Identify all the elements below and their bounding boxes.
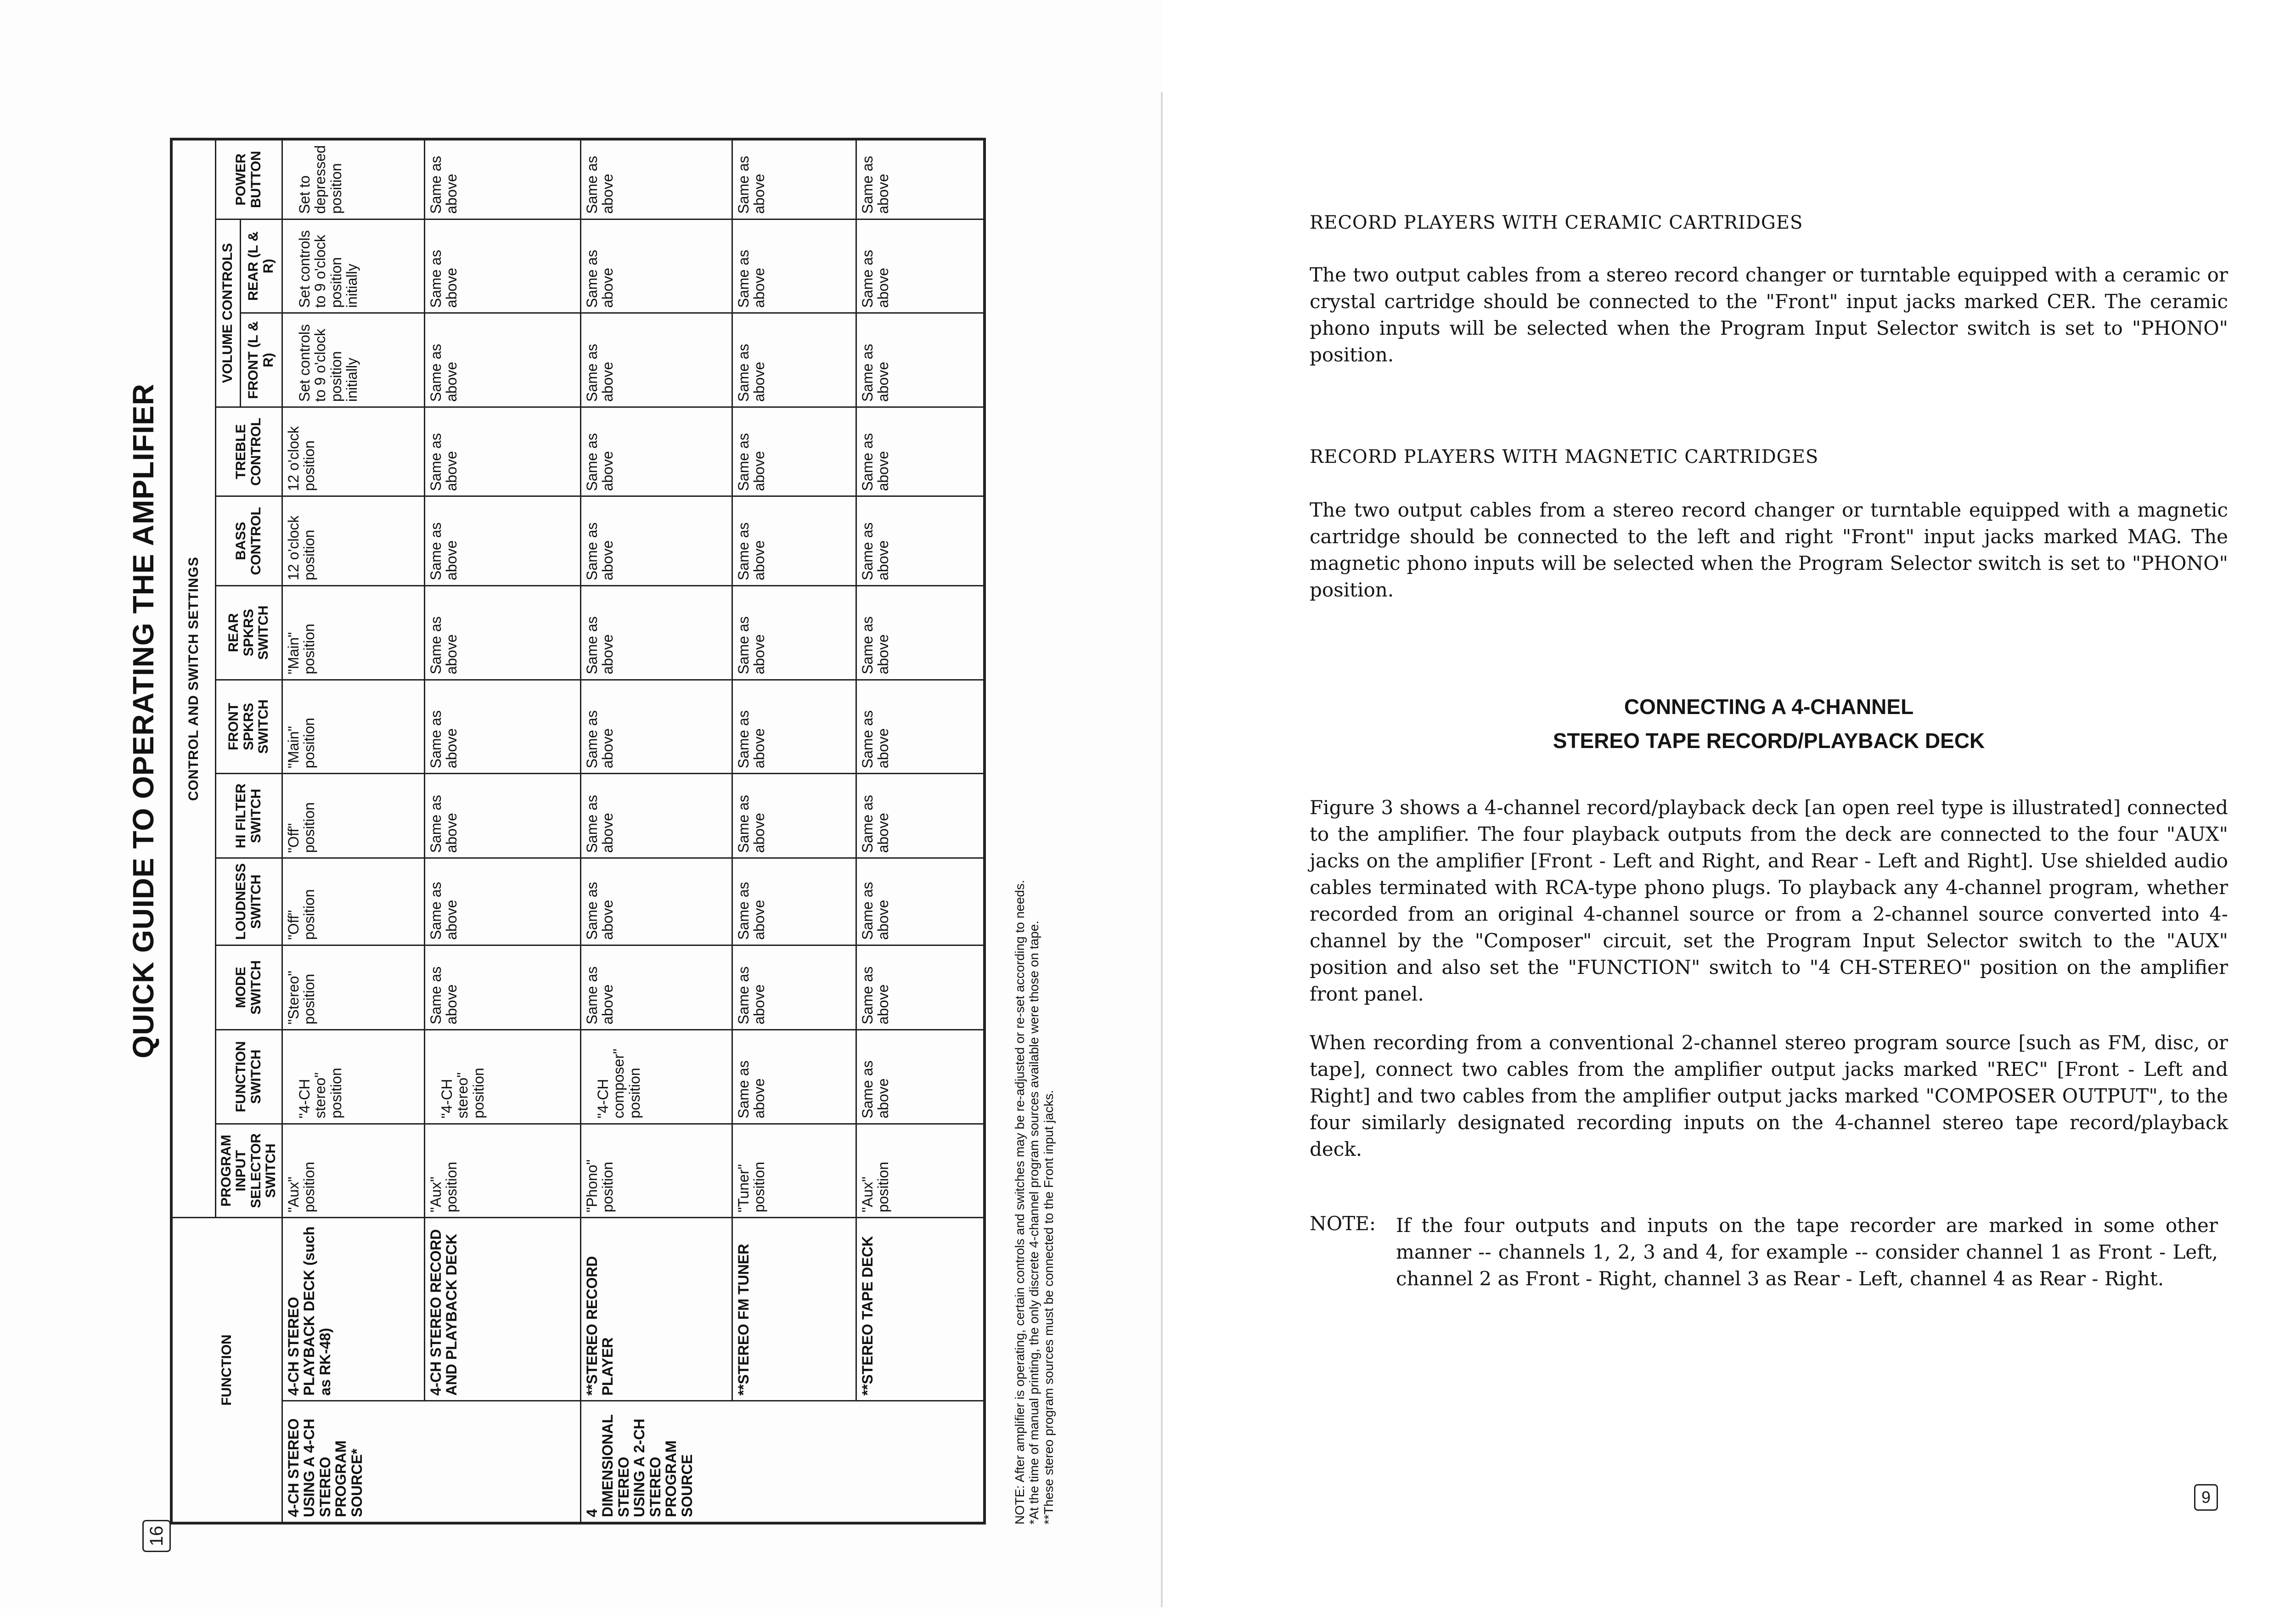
treble-cell: Same as above bbox=[732, 407, 856, 496]
treble-cell: 12 o'clock position bbox=[282, 407, 424, 496]
loudness-cell: "Off" position bbox=[282, 858, 424, 945]
power-cell: Same as above bbox=[580, 139, 732, 219]
tape-deck-paragraph-2: When recording from a conventional 2-channel stereo program source [such as FM, disc, or tape], connect two cables from the amplifier output jacks marked "REC" [Front - Left and Right] and two cables from the amplifier output jacks marked "COMPOSER OUTPUT", to the four similarly designated recording inputs on the 4-channel stereo tape record/playback deck. bbox=[1310, 1031, 2228, 1160]
program-cell: "Aux" position bbox=[424, 1124, 580, 1218]
ceramic-heading: RECORD PLAYERS WITH CERAMIC CARTRIDGES bbox=[1310, 212, 1803, 233]
power-cell: Same as above bbox=[424, 139, 580, 219]
volume-rear-cell: Same as above bbox=[732, 219, 856, 313]
loudness-cell: Same as above bbox=[424, 858, 580, 945]
power-cell: Set to depressed position bbox=[282, 139, 424, 219]
volume-front-cell: Same as above bbox=[424, 313, 580, 407]
rear-spkrs-cell: "Main" position bbox=[282, 585, 424, 680]
note-text: If the four outputs and inputs on the tape recorder are marked in some other manner -- channels 1, 2, 3 and 4, for example -- consider channel 1 as Front - Left, channel 2 as Front - Right, channel 3 as Rear - Left, channel 4 as Rear - Right. bbox=[1396, 1214, 2218, 1290]
note-line: *At the time of manual printing, the only discrete 4-channel program sources available were those on tape. bbox=[1027, 920, 1041, 1525]
col-function-switch: FUNCTION SWITCH bbox=[216, 1030, 282, 1124]
col-treble-control: TREBLE CONTROL bbox=[216, 407, 282, 496]
tape-deck-paragraph-1: Figure 3 shows a 4-channel record/playback deck [an open reel type is illustrated] connected to the amplifier. The four playback outputs from the deck are connected to the four "AUX" jacks on the amplifier [Front - Left and Right, and Rear - Left and Right]. Use shielded audio cables terminated with RCA-type phono plugs. To playback any 4-channel program, whether recorded from an original 4-channel source or from a 2-channel source converted into 4-channel by the "Composer" circuit, set the Program Input Selector switch to the "AUX" position and also set the "FUNCTION" switch to "4 CH-STEREO" position on the amplifier front panel. bbox=[1310, 796, 2228, 1005]
mode-cell: Same as above bbox=[856, 945, 985, 1030]
hi-filter-cell: Same as above bbox=[856, 774, 985, 858]
table-row bbox=[856, 139, 985, 1523]
function-switch-cell: "4-CH stereo" position bbox=[424, 1030, 580, 1124]
col-program-input: PROGRAM INPUT SELECTOR SWITCH bbox=[216, 1124, 282, 1218]
col-mode-switch: MODE SWITCH bbox=[216, 945, 282, 1030]
category-4ch-stereo: 4-CH STEREO USING A 4-CH STEREO PROGRAM SOURCE* bbox=[282, 1401, 580, 1523]
col-volume-controls: VOLUME CONTROLS bbox=[216, 219, 241, 407]
volume-rear-cell: Same as above bbox=[856, 219, 985, 313]
function-switch-cell: Same as above bbox=[732, 1030, 856, 1124]
volume-rear-cell: Set controls to 9 o'clock position initially bbox=[282, 219, 424, 313]
col-rear-spkrs-switch: REAR SPKRS SWITCH bbox=[216, 585, 282, 680]
volume-front-cell: Same as above bbox=[856, 313, 985, 407]
rear-spkrs-cell: Same as above bbox=[424, 585, 580, 680]
col-bass-control: BASS CONTROL bbox=[216, 496, 282, 585]
category-4d-stereo: 4 DIMENSIONAL STEREO USING A 2-CH STEREO PROGRAM SOURCE bbox=[580, 1401, 985, 1523]
right-page-number: 9 bbox=[2194, 1484, 2218, 1511]
table-row bbox=[732, 139, 856, 1523]
note-line: **These stereo program sources must be connected to the Front input jacks. bbox=[1041, 1090, 1056, 1525]
section-heading-line1: CONNECTING A 4-CHANNEL bbox=[1624, 695, 1914, 719]
col-power-button: POWER BUTTON bbox=[216, 139, 282, 219]
table-row bbox=[424, 139, 580, 1523]
col-hi-filter-switch: HI FILTER SWITCH bbox=[216, 774, 282, 858]
volume-rear-cell: Same as above bbox=[580, 219, 732, 313]
table-row bbox=[282, 139, 424, 1523]
program-cell: "Aux" position bbox=[282, 1124, 424, 1218]
function-switch-cell: "4-CH stereo" position bbox=[282, 1030, 424, 1124]
treble-cell: Same as above bbox=[424, 407, 580, 496]
volume-front-cell: Same as above bbox=[580, 313, 732, 407]
bass-cell: Same as above bbox=[856, 496, 985, 585]
front-spkrs-cell: Same as above bbox=[732, 680, 856, 774]
volume-front-cell: Set controls to 9 o'clock position initially bbox=[282, 313, 424, 407]
col-volume-rear: REAR (L & R) bbox=[240, 219, 282, 313]
magnetic-heading: RECORD PLAYERS WITH MAGNETIC CARTRIDGES bbox=[1310, 446, 1819, 467]
power-cell: Same as above bbox=[856, 139, 985, 219]
rear-spkrs-cell: Same as above bbox=[856, 585, 985, 680]
function-switch-cell: Same as above bbox=[856, 1030, 985, 1124]
program-cell: "Phono" position bbox=[580, 1124, 732, 1218]
col-loudness-switch: LOUDNESS SWITCH bbox=[216, 858, 282, 945]
treble-cell: Same as above bbox=[856, 407, 985, 496]
quick-guide-rotated bbox=[115, 133, 1056, 1557]
function-cell: 4-CH STEREO RECORD AND PLAYBACK DECK bbox=[424, 1218, 580, 1401]
front-spkrs-cell: "Main" position bbox=[282, 680, 424, 774]
loudness-cell: Same as above bbox=[732, 858, 856, 945]
note-label: NOTE: bbox=[1310, 1212, 1376, 1235]
hi-filter-cell: Same as above bbox=[424, 774, 580, 858]
mode-cell: Same as above bbox=[424, 945, 580, 1030]
table-notes bbox=[1013, 193, 1056, 1525]
program-cell: "Tuner" position bbox=[732, 1124, 856, 1218]
quick-guide-table bbox=[170, 138, 986, 1525]
bass-cell: Same as above bbox=[424, 496, 580, 585]
page-gutter bbox=[1161, 92, 1163, 1607]
rear-spkrs-cell: Same as above bbox=[732, 585, 856, 680]
mode-cell: "Stereo" position bbox=[282, 945, 424, 1030]
hi-filter-cell: "Off" position bbox=[282, 774, 424, 858]
guide-title: QUICK GUIDE TO OPERATING THE AMPLIFIER bbox=[127, 383, 160, 1058]
bass-cell: Same as above bbox=[732, 496, 856, 585]
bass-cell: 12 o'clock position bbox=[282, 496, 424, 585]
volume-front-cell: Same as above bbox=[732, 313, 856, 407]
treble-cell: Same as above bbox=[580, 407, 732, 496]
hi-filter-cell: Same as above bbox=[732, 774, 856, 858]
function-cell: **STEREO RECORD PLAYER bbox=[580, 1218, 732, 1401]
front-spkrs-cell: Same as above bbox=[580, 680, 732, 774]
loudness-cell: Same as above bbox=[856, 858, 985, 945]
ceramic-text: The two output cables from a stereo record changer or turntable equipped with a ceramic or crystal cartridge should be connected to the "Front" input jacks marked CER. The ceramic phono inputs will be selected when the Program Input Selector switch is set to "PHONO" position. bbox=[1310, 264, 2228, 366]
function-cell: **STEREO TAPE DECK bbox=[856, 1218, 985, 1401]
table-header-row-1 bbox=[171, 139, 216, 1523]
magnetic-text: The two output cables from a stereo record changer or turntable equipped with a magnetic cartridge should be connected to the left and right "Front" input jacks marked MAG. The magnetic phono inputs will be selected when the Program Selector switch is set to "PHONO" position. bbox=[1310, 499, 2228, 601]
program-cell: "Aux" position bbox=[856, 1124, 985, 1218]
loudness-cell: Same as above bbox=[580, 858, 732, 945]
volume-rear-cell: Same as above bbox=[424, 219, 580, 313]
hi-filter-cell: Same as above bbox=[580, 774, 732, 858]
rear-spkrs-cell: Same as above bbox=[580, 585, 732, 680]
col-front-spkrs-switch: FRONT SPKRS SWITCH bbox=[216, 680, 282, 774]
section-heading-line2: STEREO TAPE RECORD/PLAYBACK DECK bbox=[1553, 729, 1985, 753]
left-page-number: 16 bbox=[142, 1520, 171, 1552]
mode-cell: Same as above bbox=[732, 945, 856, 1030]
control-switch-header: CONTROL AND SWITCH SETTINGS bbox=[171, 139, 216, 1218]
function-cell: **STEREO FM TUNER bbox=[732, 1218, 856, 1401]
front-spkrs-cell: Same as above bbox=[424, 680, 580, 774]
note-line: NOTE: After amplifier is operating, certain controls and switches may be re-adjusted or re-set according to needs. bbox=[1013, 880, 1027, 1525]
front-spkrs-cell: Same as above bbox=[856, 680, 985, 774]
power-cell: Same as above bbox=[732, 139, 856, 219]
function-cell: 4-CH STEREO PLAYBACK DECK (such as RK-48) bbox=[282, 1218, 424, 1401]
mode-cell: Same as above bbox=[580, 945, 732, 1030]
function-header: FUNCTION bbox=[171, 1218, 282, 1523]
function-switch-cell: "4-CH composer" position bbox=[580, 1030, 732, 1124]
bass-cell: Same as above bbox=[580, 496, 732, 585]
col-volume-front: FRONT (L & R) bbox=[240, 313, 282, 407]
table-row bbox=[580, 139, 732, 1523]
